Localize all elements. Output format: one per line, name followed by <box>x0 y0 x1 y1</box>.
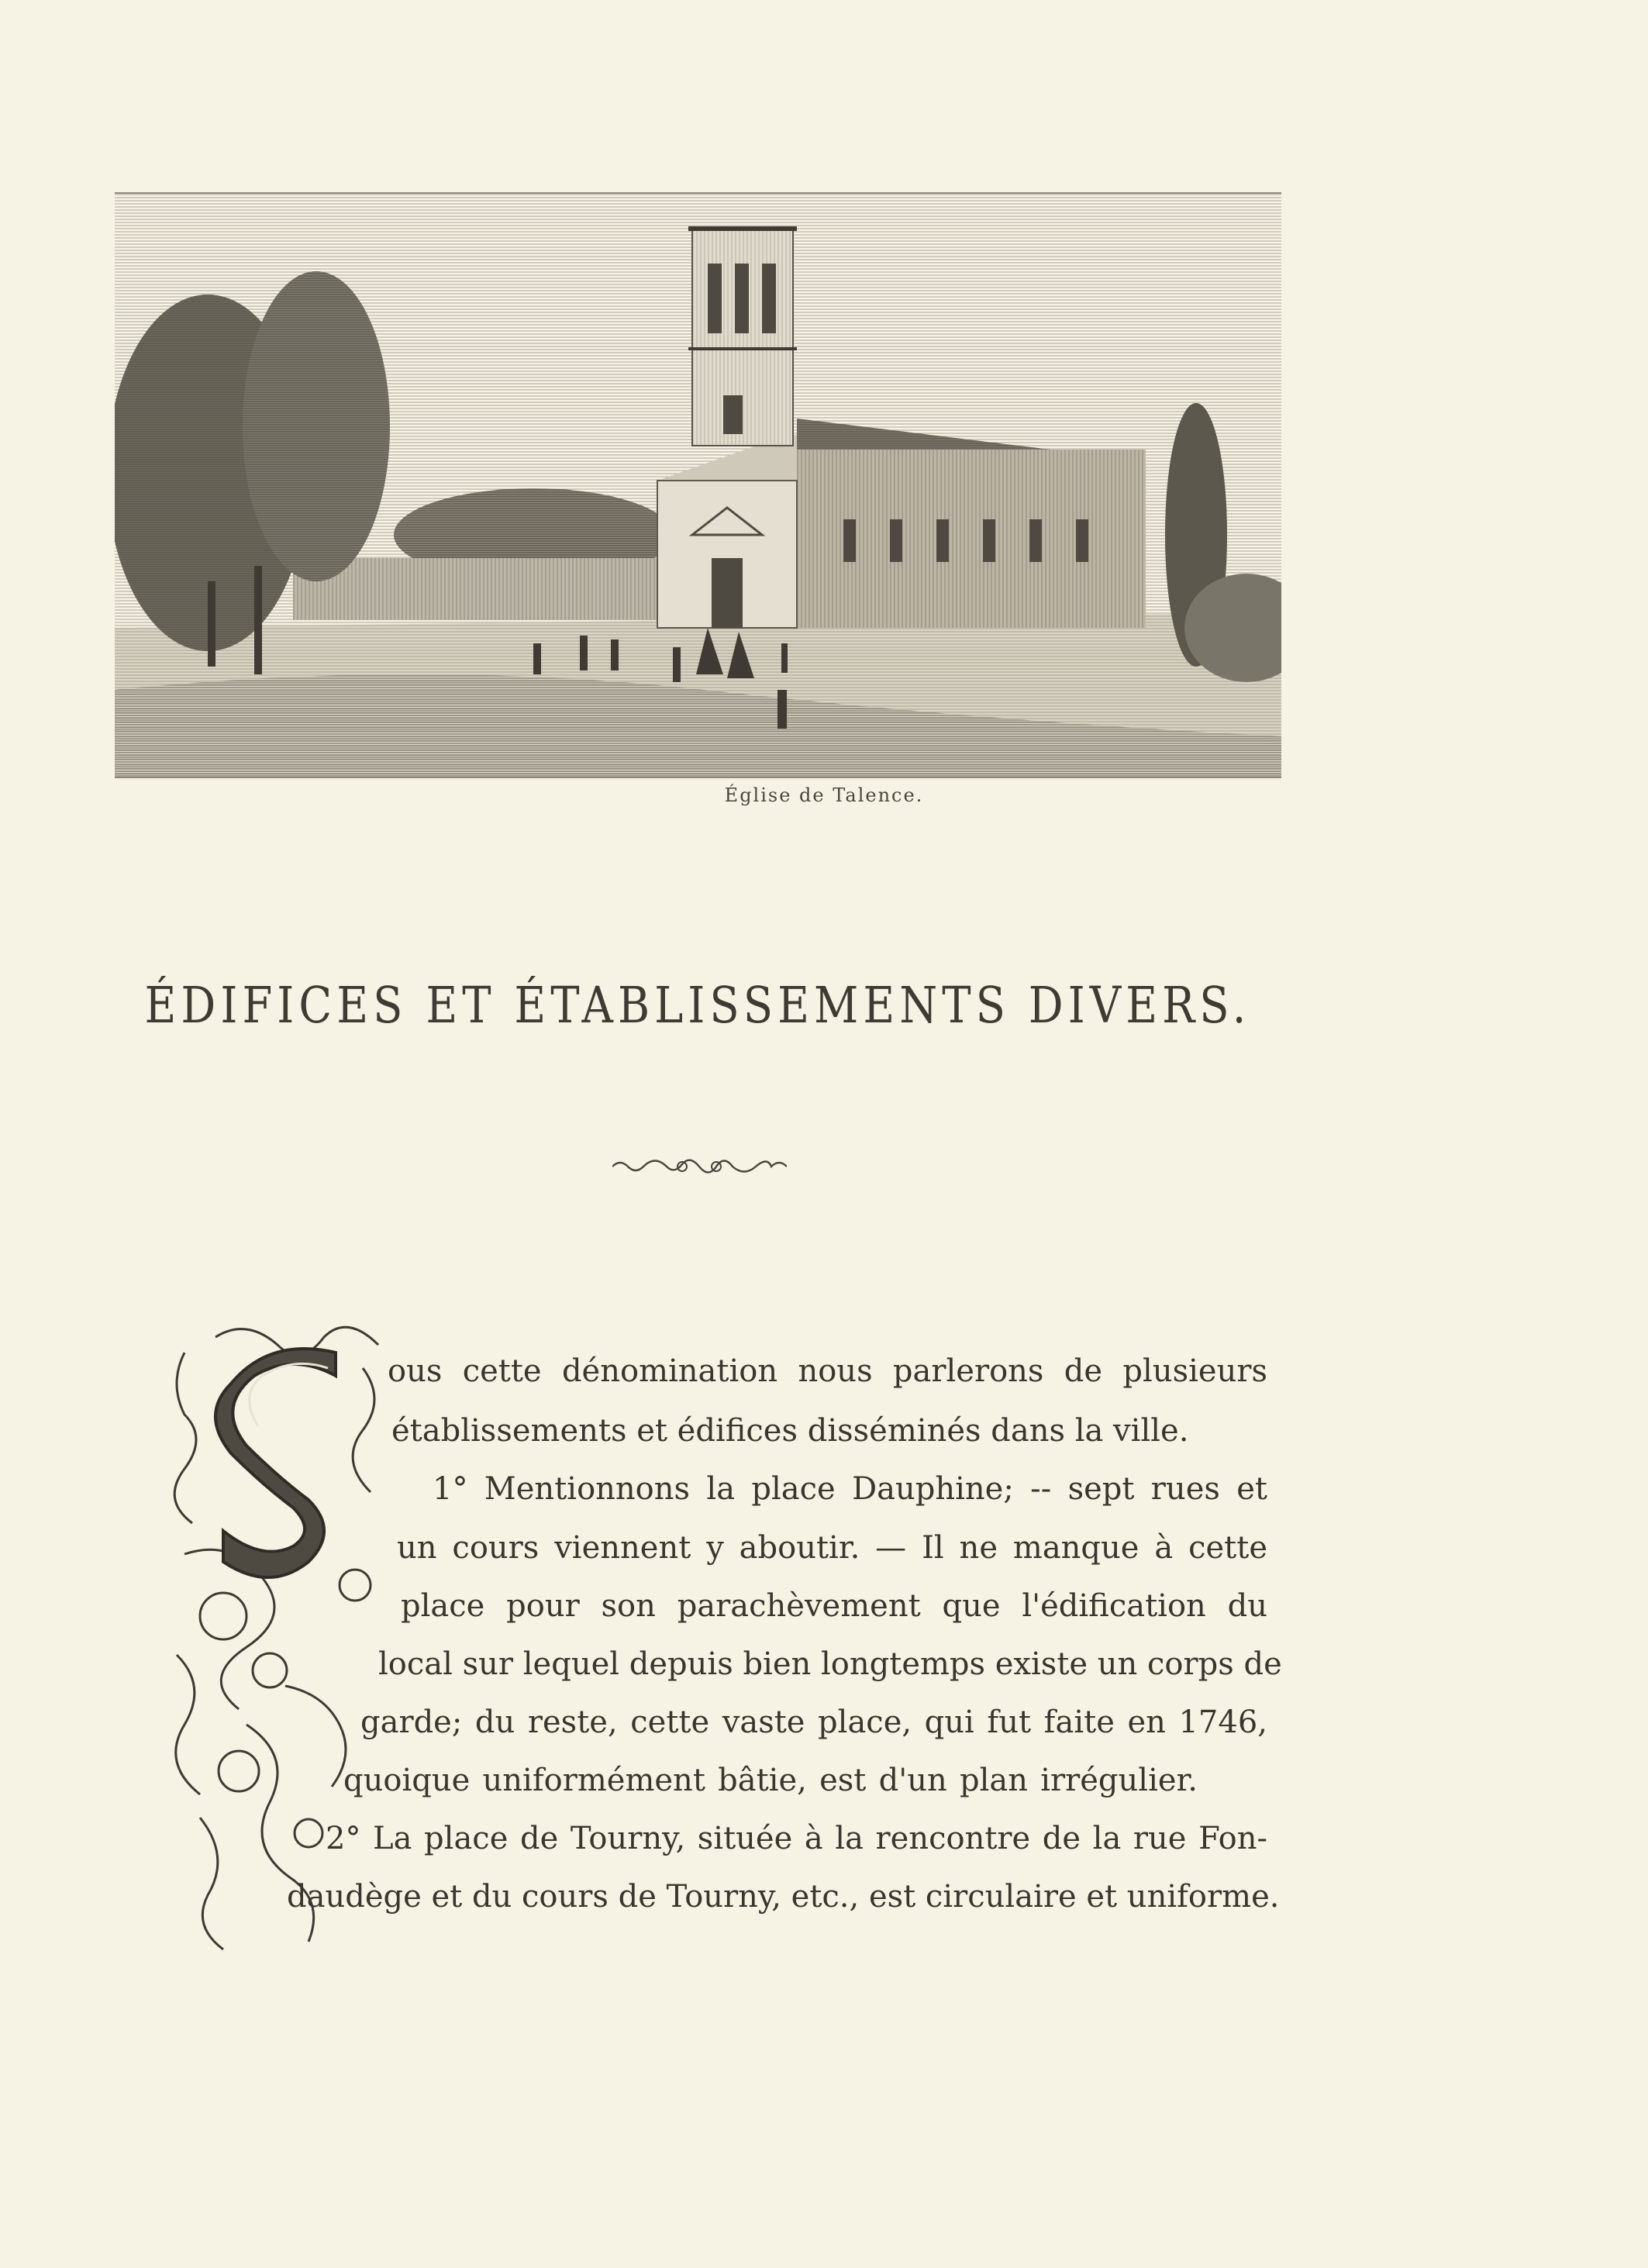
text-line: 2° La place de Tourny, située à la rencontre de la rue Fon- <box>326 1821 1267 1856</box>
chapter-title: ÉDIFICES ET ÉTABLISSEMENTS DIVERS. <box>144 977 1251 1035</box>
ornament-divider-icon <box>612 1155 787 1178</box>
text-line: établissements et édifices disséminés dans la ville. <box>391 1413 1189 1449</box>
ornamental-dropcap-s-icon <box>153 1322 409 1953</box>
text-line: garde; du reste, cette vaste place, qui fut faite en 1746, <box>360 1704 1267 1740</box>
figure-caption: Église de Talence. <box>724 784 924 806</box>
church-engraving <box>115 192 1281 778</box>
text-line: ous cette dénomination nous parlerons de plusieurs <box>388 1353 1267 1389</box>
text-line: 1° Mentionnons la place Dauphine; -- sept rues et <box>433 1471 1267 1507</box>
text-line: un cours viennent y aboutir. — Il ne manque à cette <box>397 1530 1267 1566</box>
text-line: daudège et du cours de Tourny, etc., est circulaire et uniforme. <box>287 1879 1280 1915</box>
church-illustration <box>115 194 1281 777</box>
text-line: local sur lequel depuis bien longtemps existe un corps de <box>378 1646 1282 1682</box>
text-line: quoique uniformément bâtie, est d'un plan irrégulier. <box>343 1763 1198 1798</box>
text-line: place pour son parachèvement que l'édification du <box>401 1588 1267 1624</box>
